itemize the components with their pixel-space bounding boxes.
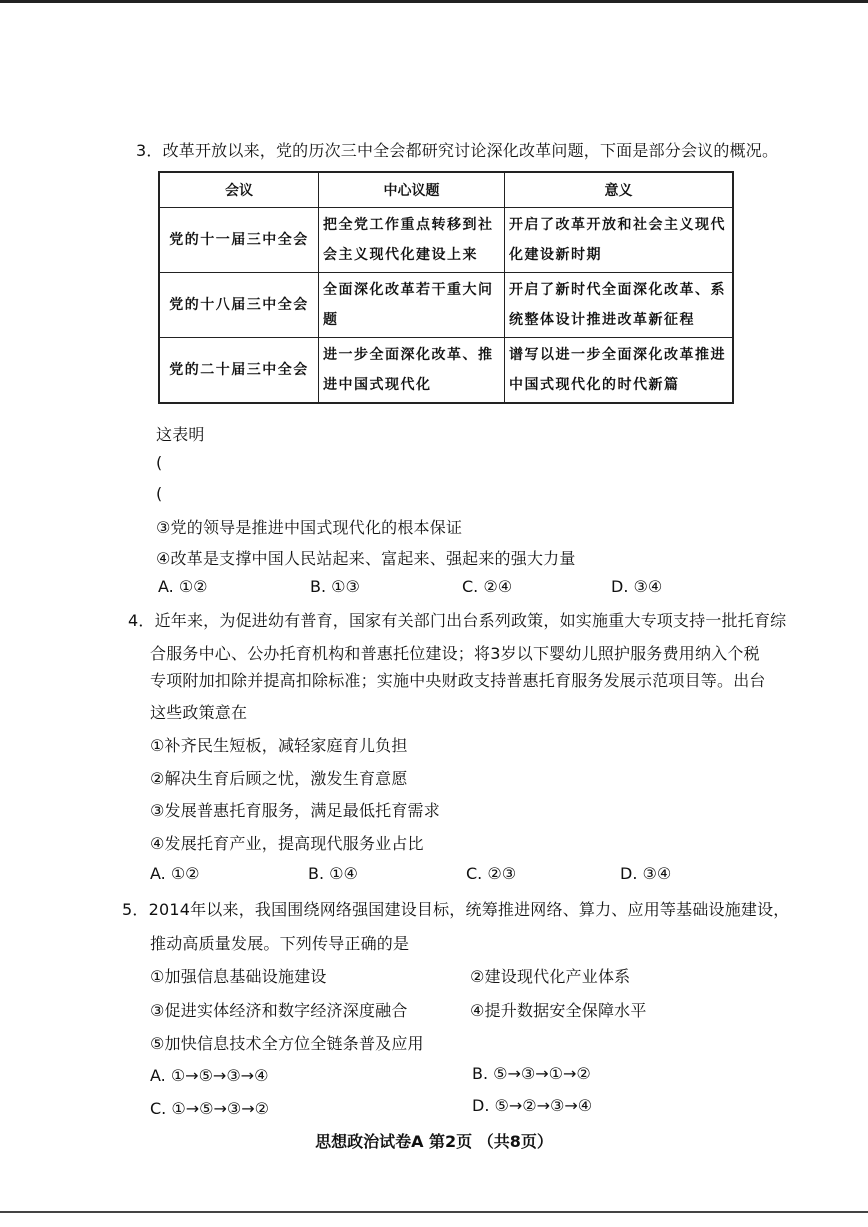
- top-border: [0, 0, 868, 3]
- q3-item: (: [156, 453, 163, 472]
- table-header: 会议: [159, 172, 319, 208]
- page-footer: 思想政治试卷A 第2页 （共8页）: [315, 1132, 553, 1151]
- table-cell-topic: 进一步全面深化改革、推进中国式现代化: [319, 338, 505, 404]
- q5-stem-line: 推动高质量发展。下列传导正确的是: [150, 934, 410, 953]
- q4-stem-line: 合服务中心、公办托育机构和普惠托位建设；将3岁以下婴幼儿照护服务费用纳入个税: [150, 644, 760, 663]
- q5-item: ②建设现代化产业体系: [470, 967, 631, 986]
- q4-option-a: A. ①②: [150, 864, 200, 883]
- table-cell-meeting: 党的十八届三中全会: [159, 273, 319, 338]
- q3-option-d: D. ③④: [611, 577, 663, 596]
- table-row: [159, 273, 733, 338]
- table-cell-meaning: 谱写以进一步全面深化改革推进中国式现代化的时代新篇: [505, 338, 734, 404]
- q4-item: ②解决生育后顾之忧，激发生育意愿: [150, 769, 408, 788]
- q3-item: ③党的领导是推进中国式现代化的根本保证: [156, 518, 463, 537]
- q3-lead: 这表明: [156, 425, 205, 444]
- q3-option-b: B. ①③: [310, 577, 360, 596]
- table-cell-meeting: 党的二十届三中全会: [159, 338, 319, 404]
- q4-item: ①补齐民生短板，减轻家庭育儿负担: [150, 736, 408, 755]
- q5-item: ①加强信息基础设施建设: [150, 967, 327, 986]
- q4-item: ③发展普惠托育服务，满足最低托育需求: [150, 801, 440, 820]
- q4-option-b: B. ①④: [308, 864, 358, 883]
- q5-option-b: B. ⑤→③→①→②: [472, 1064, 591, 1083]
- q5-option-d: D. ⑤→②→③→④: [472, 1096, 593, 1115]
- table-header: 中心议题: [319, 172, 505, 208]
- meetings-table: [158, 171, 734, 404]
- q5-item: ⑤加快信息技术全方位全链条普及应用: [150, 1034, 424, 1053]
- bottom-border: [0, 1211, 868, 1213]
- q4-option-c: C. ②③: [466, 864, 517, 883]
- q4-stem-line: 这些政策意在: [150, 703, 248, 722]
- q5-option-a: A. ①→⑤→③→④: [150, 1066, 269, 1085]
- table-row: [159, 338, 733, 404]
- q4-option-d: D. ③④: [620, 864, 672, 883]
- table-cell-topic: 全面深化改革若干重大问题: [319, 273, 505, 338]
- q5-item: ④提升数据安全保障水平: [470, 1001, 647, 1020]
- q5-stem-line: 5．2014年以来，我国围绕网络强国建设目标，统筹推进网络、算力、应用等基础设施建设，: [122, 900, 790, 919]
- table-row: [159, 208, 733, 273]
- q3-item: (: [156, 484, 163, 503]
- q3-option-a: A. ①②: [158, 577, 208, 596]
- q4-item: ④发展托育产业，提高现代服务业占比: [150, 834, 424, 853]
- q5-option-c: C. ①→⑤→③→②: [150, 1099, 269, 1118]
- q3-item: ④改革是支撑中国人民站起来、富起来、强起来的强大力量: [156, 549, 576, 568]
- table-header: 意义: [505, 172, 734, 208]
- q4-stem-line: 专项附加扣除并提高扣除标准；实施中央财政支持普惠托育服务发展示范项目等。出台: [150, 671, 766, 690]
- table-header-row: [159, 172, 733, 208]
- q5-item: ③促进实体经济和数字经济深度融合: [150, 1001, 408, 1020]
- table-cell-topic: 把全党工作重点转移到社会主义现代化建设上来: [319, 208, 505, 273]
- table-cell-meeting: 党的十一届三中全会: [159, 208, 319, 273]
- q4-stem-line: 4．近年来，为促进幼有普育，国家有关部门出台系列政策，如实施重大专项支持一批托育综: [128, 611, 787, 630]
- q3-option-c: C. ②④: [462, 577, 513, 596]
- q3-stem: 3．改革开放以来，党的历次三中全会都研究讨论深化改革问题，下面是部分会议的概况。: [136, 141, 779, 160]
- table-cell-meaning: 开启了改革开放和社会主义现代化建设新时期: [505, 208, 734, 273]
- table-cell-meaning: 开启了新时代全面深化改革、系统整体设计推进改革新征程: [505, 273, 734, 338]
